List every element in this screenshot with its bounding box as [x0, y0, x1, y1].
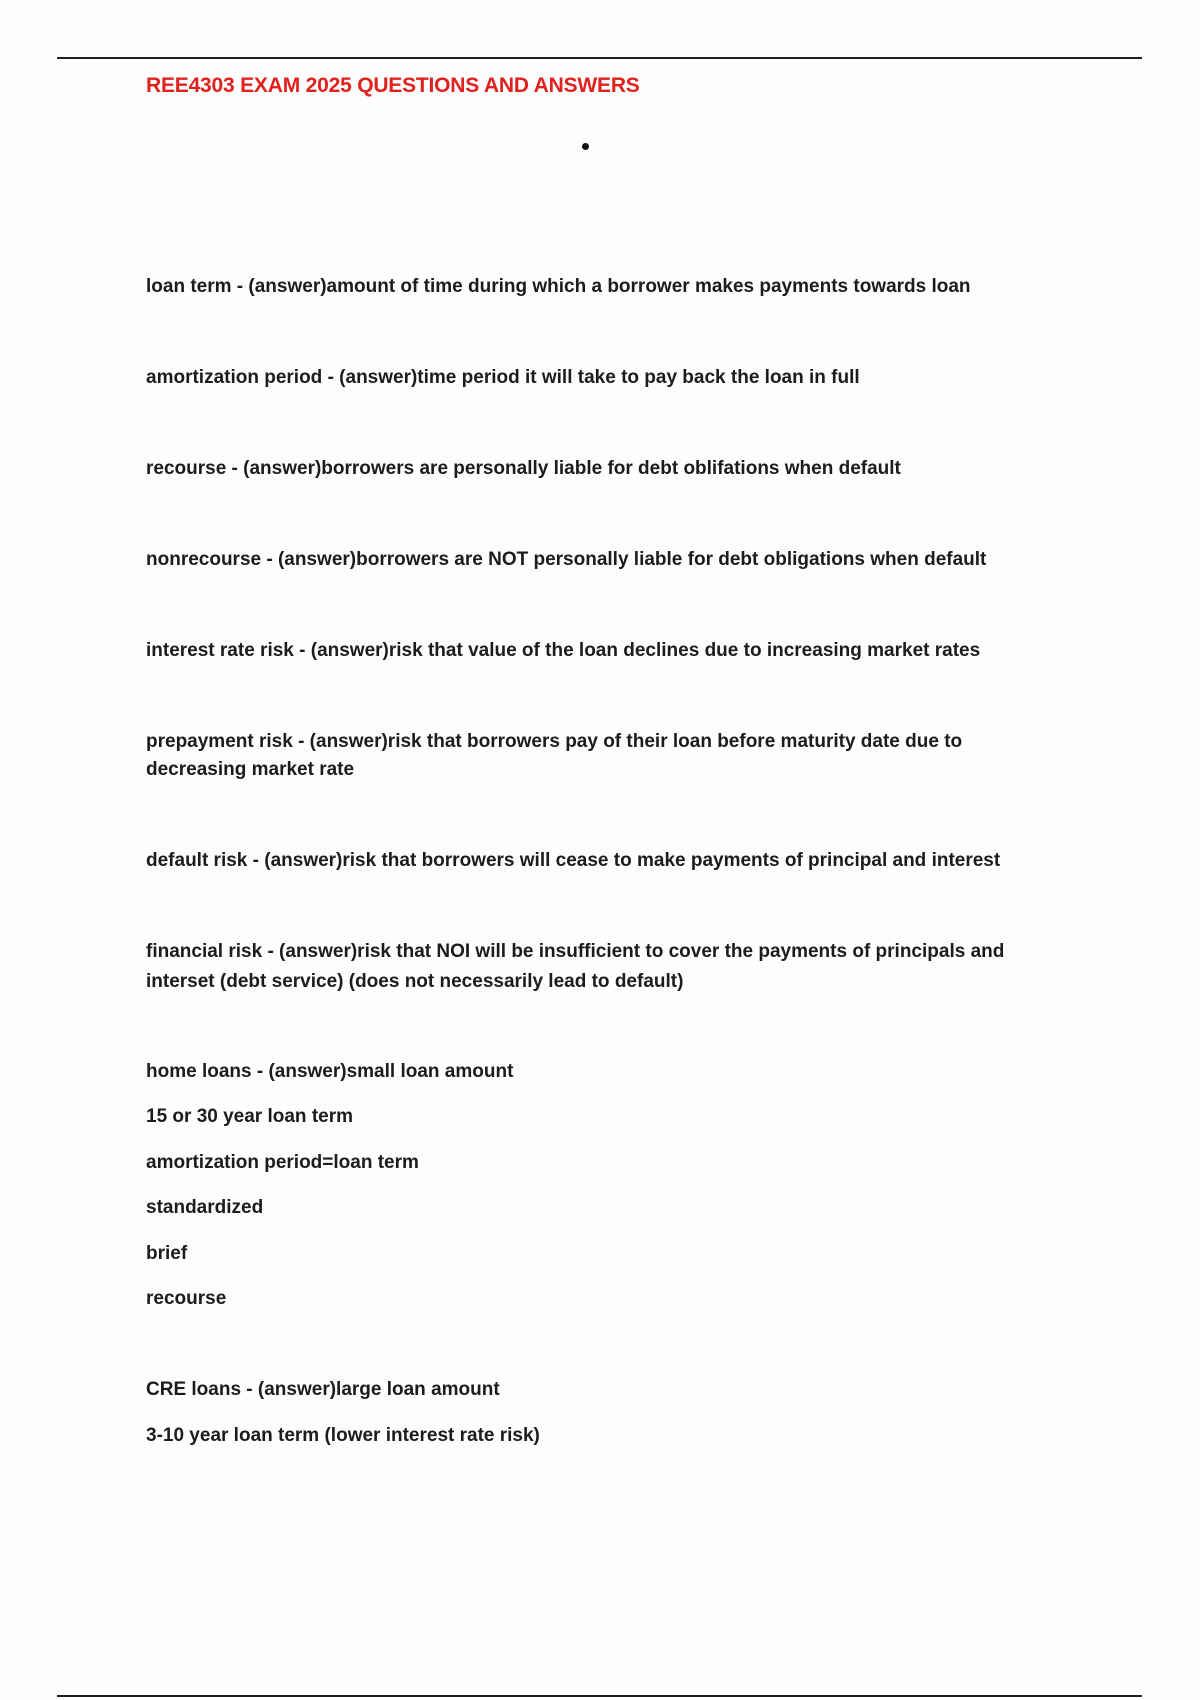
entry-home-loans: home loans - (answer)small loan amount	[146, 1061, 514, 1082]
entry-nonrecourse: nonrecourse - (answer)borrowers are NOT personally liable for debt obligations when default	[146, 549, 987, 570]
entry-financial-risk: financial risk - (answer)risk that NOI will be insufficient to cover the payments of principals and	[146, 941, 1005, 962]
top-rule	[57, 57, 1142, 59]
entry-default-risk: default risk - (answer)risk that borrowers will cease to make payments of principal and interest	[146, 850, 1001, 871]
home-loans-detail: standardized	[146, 1197, 264, 1218]
bullet-icon	[582, 143, 589, 150]
entry-loan-term: loan term - (answer)amount of time during which a borrower makes payments towards loan	[146, 276, 971, 297]
home-loans-detail: 15 or 30 year loan term	[146, 1106, 353, 1127]
entry-prepayment-risk: prepayment risk - (answer)risk that borrowers pay of their loan before maturity date due to	[146, 731, 963, 752]
entry-financial-risk-continued: interset (debt service) (does not necessarily lead to default)	[146, 971, 684, 992]
document-title: REE4303 EXAM 2025 QUESTIONS AND ANSWERS	[146, 74, 640, 97]
entry-cre-loans: CRE loans - (answer)large loan amount	[146, 1379, 500, 1400]
home-loans-detail: brief	[146, 1243, 188, 1264]
entry-interest-rate-risk: interest rate risk - (answer)risk that value of the loan declines due to increasing market rates	[146, 640, 981, 661]
entry-amortization-period: amortization period - (answer)time period it will take to pay back the loan in full	[146, 367, 860, 388]
home-loans-detail: amortization period=loan term	[146, 1152, 419, 1173]
entry-recourse: recourse - (answer)borrowers are personally liable for debt oblifations when default	[146, 458, 901, 479]
cre-loans-detail: 3-10 year loan term (lower interest rate risk)	[146, 1425, 540, 1446]
entry-prepayment-risk-continued: decreasing market rate	[146, 759, 355, 780]
home-loans-detail: recourse	[146, 1288, 227, 1309]
bottom-rule	[57, 1695, 1142, 1697]
